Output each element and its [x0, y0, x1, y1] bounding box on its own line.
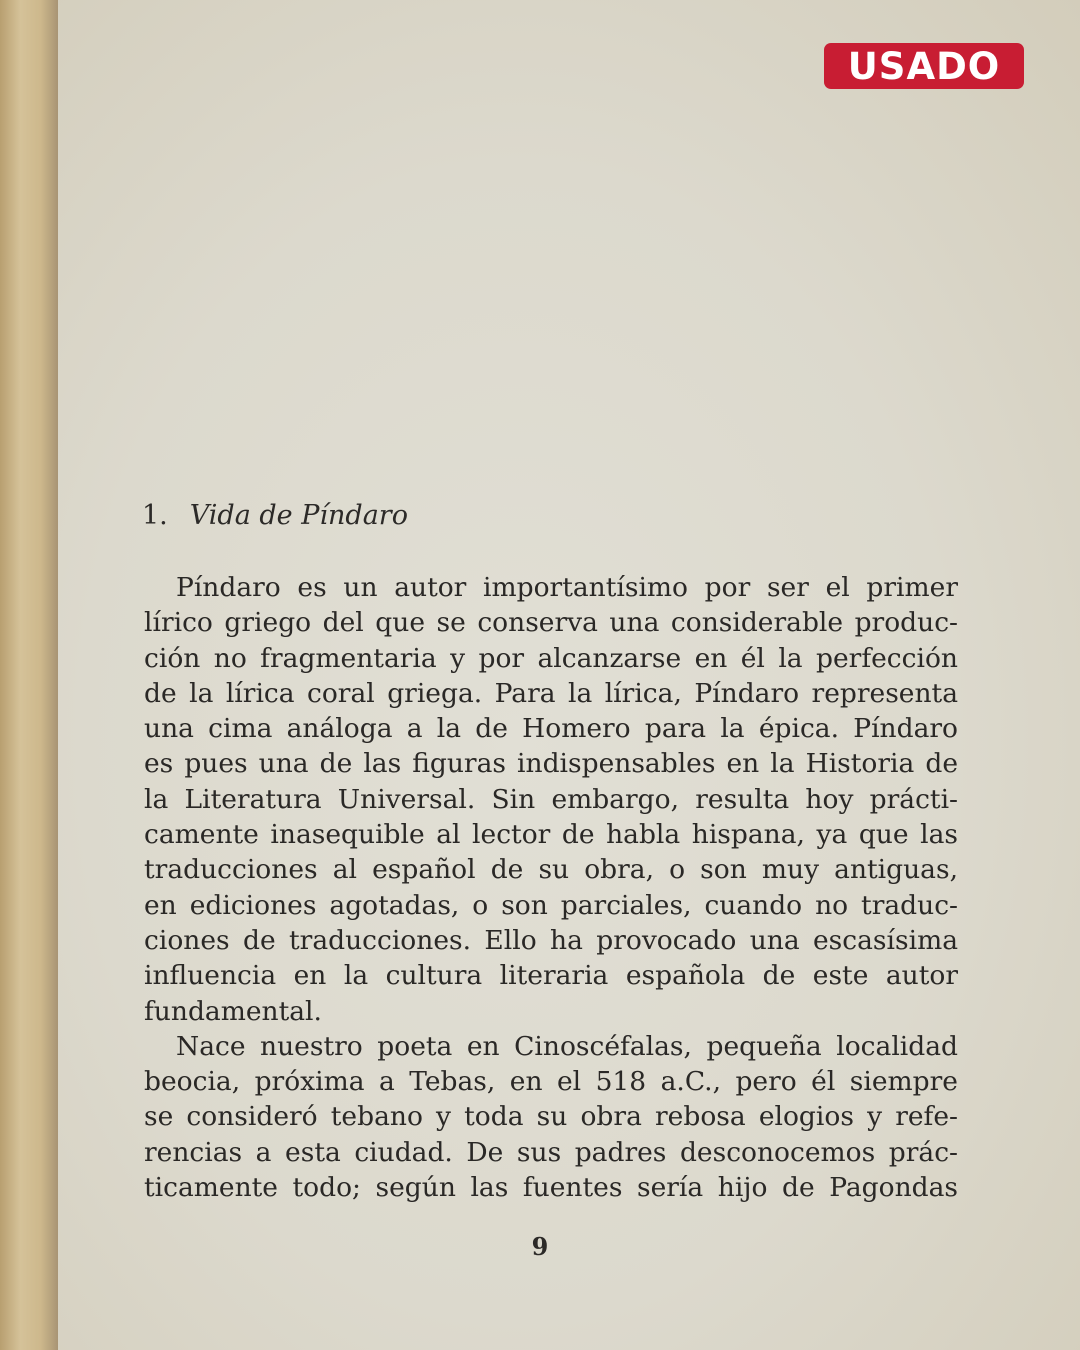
- page-number: 9: [531, 1232, 549, 1261]
- text-line: la Literatura Universal. Sin embargo, resulta hoy prácti-: [144, 783, 958, 815]
- body-text: [144, 570, 958, 1205]
- text-line: Nace nuestro poeta en Cinoscéfalas, pequeña localidad: [176, 1030, 958, 1062]
- text-line: es pues una de las figuras indispensables en la Historia de: [144, 748, 958, 780]
- text-line: rencias a esta ciudad. De sus padres desconocemos prác-: [144, 1136, 958, 1168]
- book-spine-edge: [0, 0, 58, 1350]
- text-line: ción no fragmentaria y por alcanzarse en él la perfección: [144, 642, 958, 674]
- text-line: ciones de traducciones. Ello ha provocado una escasísima: [144, 924, 958, 956]
- text-line: camente inasequible al lector de habla hispana, ya que las: [144, 819, 958, 851]
- section-title: Vida de Píndaro: [189, 500, 408, 531]
- paragraph: [144, 1029, 958, 1205]
- text-line: fundamental.: [144, 995, 322, 1027]
- used-badge: USADO: [824, 43, 1024, 89]
- text-line: beocia, próxima a Tebas, en el 518 a.C., pero él siempre: [144, 1066, 958, 1098]
- text-line: en ediciones agotadas, o son parciales, cuando no traduc-: [144, 889, 958, 921]
- text-line: lírico griego del que se conserva una considerable produc-: [144, 607, 958, 639]
- text-line: ticamente todo; según las fuentes sería hijo de Pagondas: [144, 1172, 958, 1204]
- text-line: traducciones al español de su obra, o son muy antiguas,: [144, 854, 958, 886]
- text-line: de la lírica coral griega. Para la lírica, Píndaro representa: [144, 677, 958, 709]
- paragraph: [144, 570, 958, 1029]
- section-number: 1.: [142, 500, 168, 531]
- text-line: Píndaro es un autor importantísimo por ser el primer: [176, 572, 958, 603]
- text-line: se consideró tebano y toda su obra rebosa elogios y refe-: [144, 1101, 958, 1133]
- text-line: una cima análoga a la de Homero para la épica. Píndaro: [144, 713, 958, 745]
- section-heading: [142, 500, 408, 531]
- text-line: influencia en la cultura literaria española de este autor: [144, 960, 958, 992]
